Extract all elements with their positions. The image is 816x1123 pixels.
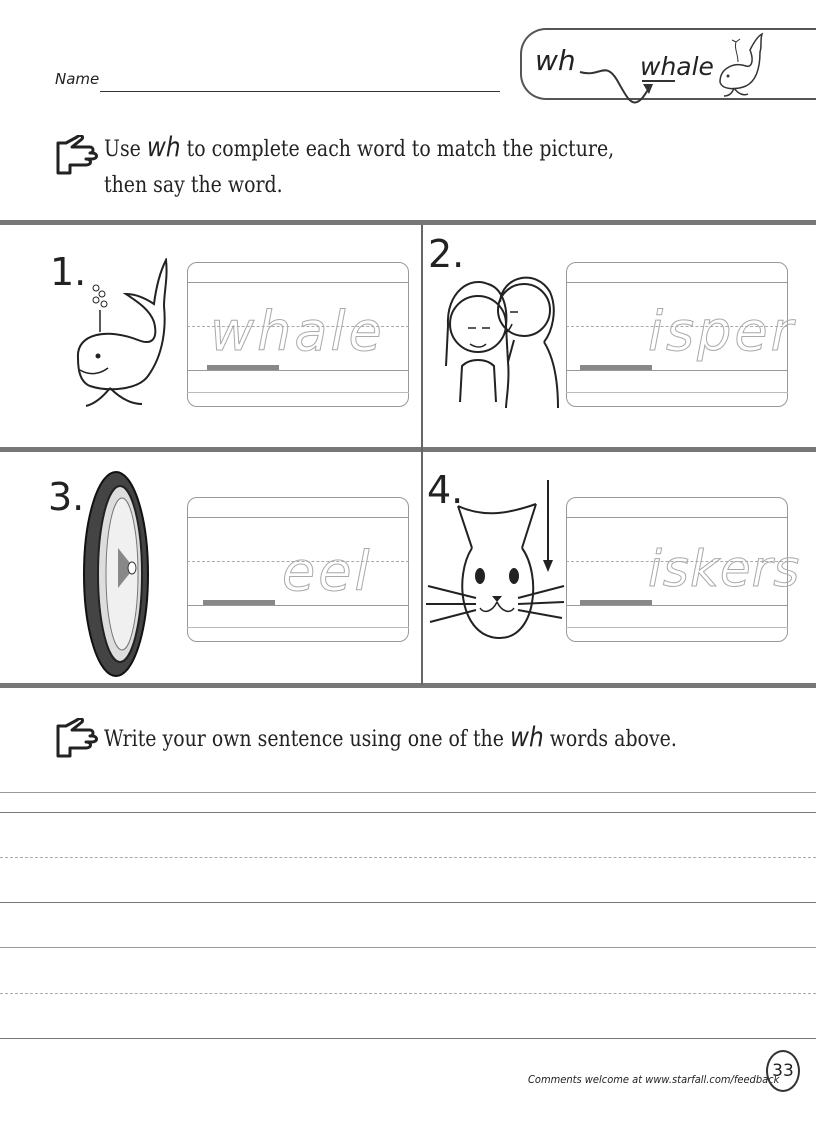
whale-picture (68, 258, 178, 418)
cat-picture (424, 476, 566, 646)
instruction-letters: wh (146, 132, 181, 163)
trace-word-4: iskers (648, 540, 801, 598)
guide-line (566, 627, 788, 628)
writing-line[interactable] (0, 1038, 816, 1039)
guide-line (566, 517, 788, 518)
writing-line[interactable] (0, 792, 816, 793)
blank-line (580, 365, 652, 370)
exercise-number-4: 4. (427, 468, 464, 512)
header-focus-letters: wh (535, 44, 576, 77)
writing-line[interactable] (0, 857, 816, 858)
guide-line (187, 370, 409, 371)
trace-word-2: isper (648, 300, 796, 363)
writing-line[interactable] (0, 993, 816, 994)
grid-middle-border (0, 447, 816, 452)
instruction-bottom-post: words above. (549, 727, 677, 752)
header-word-underline (642, 80, 675, 82)
instruction-top-line2: then say the word. (104, 173, 283, 198)
small-whale-icon (716, 30, 766, 100)
guide-line (187, 517, 409, 518)
exercise-number-1: 1. (50, 250, 87, 294)
instruction-bottom-pre: Write your own sentence using one of the (104, 727, 504, 752)
instruction-use: Use (104, 137, 141, 162)
header-example-word: whale (640, 52, 714, 81)
instruction-top (104, 132, 614, 166)
page-number: 33 (766, 1050, 800, 1092)
writing-line[interactable] (0, 812, 816, 813)
blank-line (580, 600, 652, 605)
guide-line (566, 605, 788, 606)
blank-line (203, 600, 275, 605)
blank-line (207, 365, 279, 370)
writing-line[interactable] (0, 902, 816, 903)
guide-line (187, 392, 409, 393)
instruction-bottom (104, 722, 677, 756)
guide-line (566, 282, 788, 283)
guide-line (187, 627, 409, 628)
trace-word-3: eel (282, 540, 373, 603)
name-label: Name (55, 70, 100, 88)
instruction-rest: to complete each word to match the picture, (186, 137, 615, 162)
grid-divider (421, 225, 423, 685)
whispering-children-picture (440, 262, 562, 410)
pointing-hand-icon (52, 718, 98, 764)
guide-line (187, 282, 409, 283)
guide-line (566, 392, 788, 393)
trace-word-1: whale (210, 300, 385, 363)
wheel-picture (76, 468, 152, 680)
exercise-number-2: 2. (428, 232, 465, 276)
guide-line (187, 605, 409, 606)
name-input-line[interactable] (100, 91, 500, 92)
guide-line (566, 370, 788, 371)
writing-line[interactable] (0, 947, 816, 948)
grid-top-border (0, 220, 816, 225)
exercise-number-3: 3. (48, 475, 85, 519)
instruction-bottom-letters: wh (509, 722, 544, 753)
grid-bottom-border (0, 683, 816, 688)
footer-comments: Comments welcome at www.starfall.com/feedback (528, 1073, 780, 1086)
pointing-hand-icon (52, 135, 98, 181)
